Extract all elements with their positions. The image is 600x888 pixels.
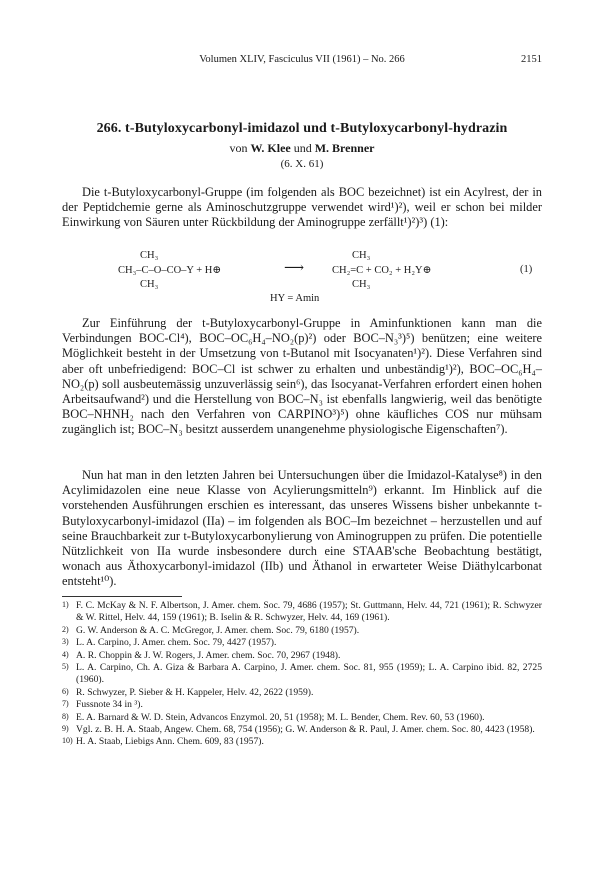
footnote-number: 2) <box>62 624 69 634</box>
footnote-text: L. A. Carpino, J. Amer. chem. Soc. 79, 4427 (1957). <box>76 637 277 649</box>
footnote-text: A. R. Choppin & J. W. Rogers, J. Amer. chem. Soc. 70, 2967 (1948). <box>76 649 341 661</box>
footnote-1 <box>62 600 542 625</box>
footnote-text: E. A. Barnard & W. D. Stein, Advancos Enzymol. 20, 51 (1958); M. L. Bender, Chem. Rev. 60, 53 (1960). <box>76 711 485 723</box>
footnote-text: F. C. McKay & N. F. Albertson, J. Amer. chem. Soc. 79, 4686 (1957); St. Guttmann, Helv. 44, 721 (1961); R. Schwyzer & W. Rittel, Helv. 44, 159 (1961); B. Iselin & R. Schwyzer, Helv. 44, 169 (1961). <box>76 600 542 624</box>
eq-left-bottom-methyl: CH₃ <box>140 279 159 290</box>
eq-left-main: CH₃–C–O–CO–Y + H⊕ <box>118 265 222 276</box>
footnote-number: 8) <box>62 711 69 721</box>
journal-volume-line: Volumen XLIV, Fasciculus VII (1961) – No. 266 <box>199 54 405 65</box>
reaction-equation <box>62 248 542 308</box>
author-prefix: von <box>229 141 248 155</box>
footnote-number: 4) <box>62 649 69 659</box>
footnote-5 <box>62 662 542 687</box>
eq-right-bottom-methyl: CH₃ <box>352 279 371 290</box>
page-number: 2151 <box>521 54 542 65</box>
eq-right-main: CH₂=C + CO₂ + H₂Y⊕ <box>332 265 432 276</box>
footnote-number: 3) <box>62 637 69 647</box>
footnote-6 <box>62 687 542 699</box>
footnote-text: L. A. Carpino, Ch. A. Giza & Barbara A. Carpino, J. Amer. chem. Soc. 81, 955 (1959); L. A. Carpino ibid. 82, 2725 (1960). <box>76 662 542 686</box>
footnote-number: 6) <box>62 686 69 696</box>
paragraph-imidazol: Nun hat man in den letzten Jahren bei Untersuchungen über die Imidazol-Katalyse⁸) in den Acylimidazolen eine neue Klasse von Acylierungsmitteln⁹) erkannt. Im Hinblick auf die vorstehenden Ausführungen erschien es interessant, das unseres Wissens bisher unbekannte t-Butyloxycarbonyl-imidazol (IIa) – im folgenden als BOC–Im bezeichnet – herzustellen und auf seine Brauchbarkeit zur t-Butyloxycarbonylierung von Aminogruppen zu prüfen. Die potentielle Nützlichkeit von IIa wurde insbesondere durch eine STAAB'sche Beobachtung bestätigt, wonach aus Äthoxycarbonyl-imidazol (IIb) und Äthanol in erwarteter Weise Diäthylcarbonat entsteht¹⁰). <box>62 468 542 589</box>
author-line <box>62 141 542 156</box>
footnote-3 <box>62 637 542 649</box>
paragraph-methods: Zur Einführung der t-Butyloxycarbonyl-Gruppe in Aminfunktionen kann man die Verbindungen BOC-Cl⁴), BOC–OC₆H₄–NO₂(p)²) oder BOC–N₃³)⁵) benützen; eine weitere Möglichkeit besteht in der Umsetzung von t-Butanol mit Isocyanaten¹)²). Diese Verfahren sind aber oft unbefriedigend: BOC–Cl ist schwer zu erhalten und unbeständig¹)²), BOC–OC₆H₄–NO₂(p) soll ausbeutemässig unzuverlässig sein⁶), das Isocyanat-Verfahren erfordert einen hohen Arbeitsaufwand²) und die Herstellung von BOC–N₃ ist ebenfalls langwierig, weil das benötigte BOC–NHNH₂ nach den Verfahren von CARPINO³)⁵) ohne käufliches COS nur mühsam zugänglich ist; BOC–N₃ besitzt ausserdem unangenehme physiologische Eigenschaften⁷). <box>62 316 542 437</box>
author-conjunction: und <box>293 141 312 155</box>
footnote-divider <box>62 596 182 597</box>
footnote-number: 7) <box>62 699 69 709</box>
footnote-text: G. W. Anderson & A. C. McGregor, J. Amer. chem. Soc. 79, 6180 (1957). <box>76 624 360 636</box>
footnote-10 <box>62 736 542 748</box>
footnote-7 <box>62 699 542 711</box>
footnote-text: H. A. Staab, Liebigs Ann. Chem. 609, 83 (1957). <box>76 736 264 748</box>
footnote-number: 10) <box>62 736 73 746</box>
received-date: (6. X. 61) <box>280 158 324 170</box>
footnote-4 <box>62 650 542 662</box>
footnote-2 <box>62 625 542 637</box>
footnote-number: 9) <box>62 724 69 734</box>
footnotes <box>62 600 542 749</box>
eq-arrow: ⟶ <box>284 261 305 276</box>
journal-page <box>62 0 542 888</box>
article-title: 266. t-Butyloxycarbonyl-imidazol und t-Butyloxycarbonyl-hydrazin <box>96 121 508 136</box>
footnote-text: Vgl. z. B. H. A. Staab, Angew. Chem. 68, 754 (1956); G. W. Anderson & R. Paul, J. Amer. chem. Soc. 80, 4423 (1958). <box>76 724 535 736</box>
footnote-number: 5) <box>62 662 69 672</box>
author-1: W. Klee <box>250 141 291 155</box>
eq-right-top-methyl: CH₃ <box>352 250 371 261</box>
footnote-text: R. Schwyzer, P. Sieber & H. Kappeler, Helv. 42, 2622 (1959). <box>76 686 314 698</box>
footnote-number: 1) <box>62 600 69 609</box>
paragraph-intro: Die t-Butyloxycarbonyl-Gruppe (im folgenden als BOC bezeichnet) ist ein Acylrest, der in der Peptidchemie gerne als Aminoschutzgruppe verwendet wird¹)²), weil er schon bei milder Einwirkung von Säuren unter Rückbildung der Aminogruppe zerfällt¹)²)³) (1): <box>62 185 542 230</box>
footnote-9 <box>62 724 542 736</box>
eq-note: HY = Amin <box>270 293 320 304</box>
author-2: M. Brenner <box>314 141 375 155</box>
footnote-text: Fussnote 34 in ³). <box>76 699 143 711</box>
eq-number: (1) <box>520 264 533 275</box>
footnote-8 <box>62 712 542 724</box>
eq-left-top-methyl: CH₃ <box>140 250 159 261</box>
